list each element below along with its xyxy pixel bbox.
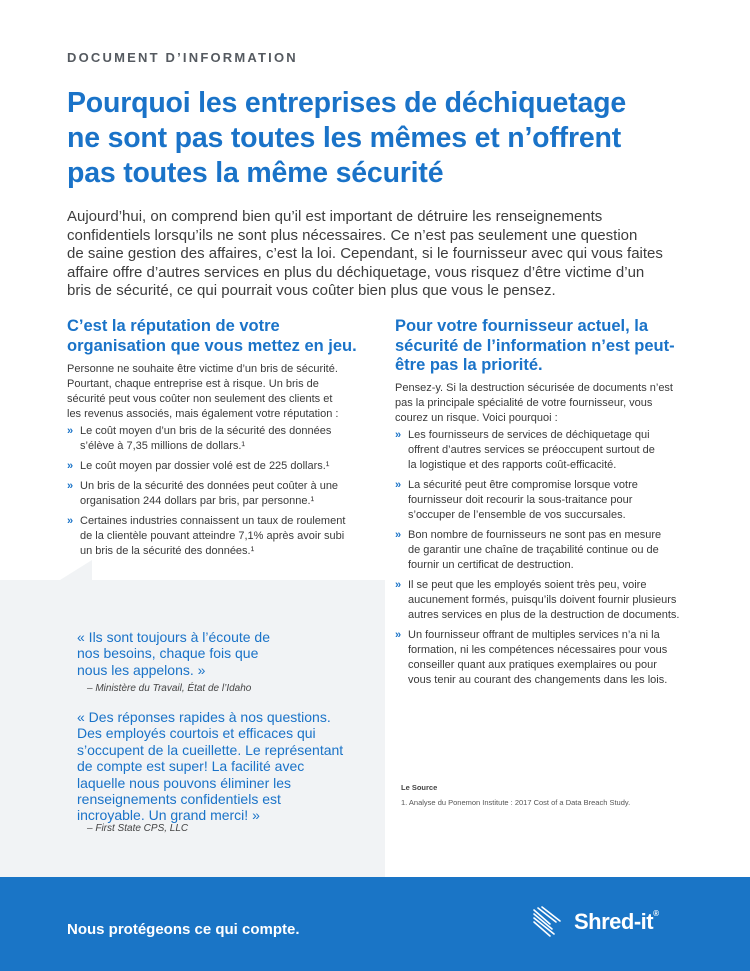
list-item bbox=[395, 428, 679, 473]
list-item bbox=[395, 528, 679, 573]
footer-bar bbox=[0, 877, 750, 971]
quote-1-attribution: – Ministère du Travail, État de l’Idaho bbox=[87, 683, 252, 694]
bullet-line: Les fournisseurs de services de déchiquetage qui bbox=[408, 429, 650, 441]
quote-line: renseignements confidentiels est bbox=[77, 791, 281, 808]
bullet-line: La sécurité peut être compromise lorsque votre bbox=[408, 479, 638, 491]
heading-line: être pas la priorité. bbox=[395, 356, 543, 374]
chevron-double-right-icon: » bbox=[67, 480, 74, 492]
para-line: Pourtant, chaque entreprise est à risque. Un bris de bbox=[67, 378, 319, 390]
chevron-double-right-icon: » bbox=[395, 629, 402, 641]
para-line: sécurité peut vous coûter non seulement des clients et bbox=[67, 393, 333, 405]
sources-text: 1. Analyse du Ponemon Institute : 2017 Cost of a Data Breach Study. bbox=[401, 798, 631, 807]
intro-line: confidentiels lorsqu’ils ne sont plus nécessaires. Ce n’est pas seulement une question bbox=[67, 226, 638, 244]
list-item bbox=[395, 578, 679, 623]
bullet-line: s’élève à 7,35 millions de dollars.¹ bbox=[80, 440, 246, 452]
bullet-line: vous tenir au courant des changements dans les lois. bbox=[408, 674, 668, 686]
left-intro-paragraph bbox=[67, 362, 345, 422]
bullet-line: aucunement formés, puisqu’ils doivent fournir plusieurs bbox=[408, 594, 677, 606]
right-column-body bbox=[395, 381, 679, 693]
logo-wordmark: Shred-it® bbox=[574, 909, 659, 934]
list-item bbox=[67, 459, 345, 474]
bullet-line: la logistique et des rapports coût-efficacité. bbox=[408, 459, 617, 471]
bullet-line: fournisseur doit recourir la sous-traitance pour bbox=[408, 494, 633, 506]
footer-tagline: Nous protégeons ce qui compte. bbox=[67, 921, 300, 938]
quote-line: « Ils sont toujours à l’écoute de bbox=[77, 629, 271, 645]
right-intro-paragraph bbox=[395, 381, 679, 426]
chevron-double-right-icon: » bbox=[395, 479, 402, 491]
quote-2 bbox=[77, 709, 343, 824]
chevron-double-right-icon: » bbox=[395, 529, 402, 541]
right-column-heading bbox=[395, 317, 675, 376]
shred-it-logo bbox=[532, 902, 659, 942]
bullet-line: fournir un certificat de destruction. bbox=[408, 559, 574, 571]
heading-line: organisation que vous mettez en jeu. bbox=[67, 336, 357, 355]
chevron-double-right-icon: » bbox=[395, 429, 402, 441]
left-column-heading bbox=[67, 317, 357, 356]
para-line: les revenus associés, mais également votre réputation : bbox=[67, 408, 339, 420]
intro-paragraph bbox=[67, 208, 687, 301]
intro-line: Aujourd’hui, on comprend bien qu’il est important de détruire les renseignements bbox=[67, 208, 603, 225]
para-line: pas la principale spécialité de votre fournisseur, vous bbox=[395, 397, 653, 409]
bullet-line: formation, ni les compétences nécessaires pour vous bbox=[408, 644, 668, 656]
heading-line: Pour votre fournisseur actuel, la bbox=[395, 317, 649, 335]
bullet-line: Bon nombre de fournisseurs ne sont pas en mesure bbox=[408, 529, 662, 541]
list-item bbox=[67, 479, 345, 509]
bullet-line: de garantir une chaîne de traçabilité continue ou de bbox=[408, 544, 659, 556]
intro-line: affaire offre d’autres services en plus du déchiquetage, vous risquez d’être victime d’un bbox=[67, 263, 645, 281]
bullet-line: Le coût moyen par dossier volé est de 225 dollars.¹ bbox=[80, 460, 330, 472]
sources-label: Le Source bbox=[401, 783, 438, 792]
quote-line: de compte est super! La facilité avec bbox=[77, 758, 305, 775]
bullet-line: s’occuper de l’ensemble de vos succursales. bbox=[408, 509, 626, 521]
left-column-body bbox=[67, 362, 345, 564]
bullet-line: Le coût moyen d’un bris de la sécurité des données bbox=[80, 425, 332, 437]
para-line: Personne ne souhaite être victime d’un bris de sécurité. bbox=[67, 363, 338, 375]
para-line: Pensez-y. Si la destruction sécurisée de documents n’est bbox=[395, 382, 673, 394]
bullet-line: Un bris de la sécurité des données peut coûter à une bbox=[80, 480, 339, 492]
title-line: Pourquoi les entreprises de déchiquetage bbox=[67, 87, 626, 119]
quote-line: incroyable. Un grand merci! » bbox=[77, 807, 260, 824]
list-item bbox=[67, 424, 345, 454]
list-item bbox=[395, 478, 679, 523]
para-line: courez un risque. Voici pourquoi : bbox=[395, 412, 558, 424]
left-bullet-list bbox=[67, 424, 345, 559]
chevron-double-right-icon: » bbox=[67, 515, 74, 527]
bullet-line: Il se peut que les employés soient très peu, voire bbox=[408, 579, 647, 591]
right-bullet-list bbox=[395, 428, 679, 688]
page-title bbox=[67, 86, 707, 191]
bullet-line: conseiller quant aux pratiques exemplaires ou pour bbox=[408, 659, 657, 671]
intro-line: de saine gestion des affaires, c’est la loi. Cependant, si le fournisseur avec qui vous faites bbox=[67, 245, 663, 263]
quote-2-attribution: – First State CPS, LLC bbox=[87, 823, 189, 834]
bullet-line: Un fournisseur offrant de multiples services n’a ni la bbox=[408, 629, 660, 641]
bullet-line: offrent d’autres services se préoccupent surtout de bbox=[408, 444, 655, 456]
shred-it-logo-icon bbox=[532, 904, 568, 940]
bullet-line: de la clientèle pouvant atteindre 7,1% après avoir subi bbox=[80, 530, 345, 542]
title-line: pas toutes la même sécurité bbox=[67, 157, 444, 189]
list-item bbox=[395, 628, 679, 688]
bullet-line: Certaines industries connaissent un taux de roulement bbox=[80, 515, 346, 527]
quote-line: nous les appelons. » bbox=[77, 661, 206, 678]
quote-line: nos besoins, chaque fois que bbox=[77, 645, 259, 662]
chevron-double-right-icon: » bbox=[67, 460, 74, 472]
title-line: ne sont pas toutes les mêmes et n’offrent bbox=[67, 122, 622, 154]
chevron-double-right-icon: » bbox=[67, 425, 74, 437]
heading-line: C’est la réputation de votre bbox=[67, 317, 280, 335]
list-item bbox=[67, 514, 345, 559]
bullet-line: autres services en plus de la destruction de documents. bbox=[408, 609, 680, 621]
intro-line: bris de sécurité, ce qui pourrait vous coûter bien plus que vous le pensez. bbox=[67, 282, 556, 300]
quote-line: laquelle nous pouvons éliminer les bbox=[77, 774, 292, 791]
bullet-line: un bris de la sécurité des données.¹ bbox=[80, 545, 255, 557]
quote-line: Des employés courtois et efficaces qui bbox=[77, 725, 316, 742]
quote-line: « Des réponses rapides à nos questions. bbox=[77, 709, 331, 725]
quote-1 bbox=[77, 629, 270, 678]
quote-line: s’occupent de la cueillette. Le représentant bbox=[77, 741, 344, 758]
bullet-line: organisation 244 dollars par bris, par personne.¹ bbox=[80, 495, 315, 507]
heading-line: sécurité de l’information n’est peut- bbox=[395, 336, 675, 355]
eyebrow-label: DOCUMENT D’INFORMATION bbox=[67, 50, 298, 65]
chevron-double-right-icon: » bbox=[395, 579, 402, 591]
